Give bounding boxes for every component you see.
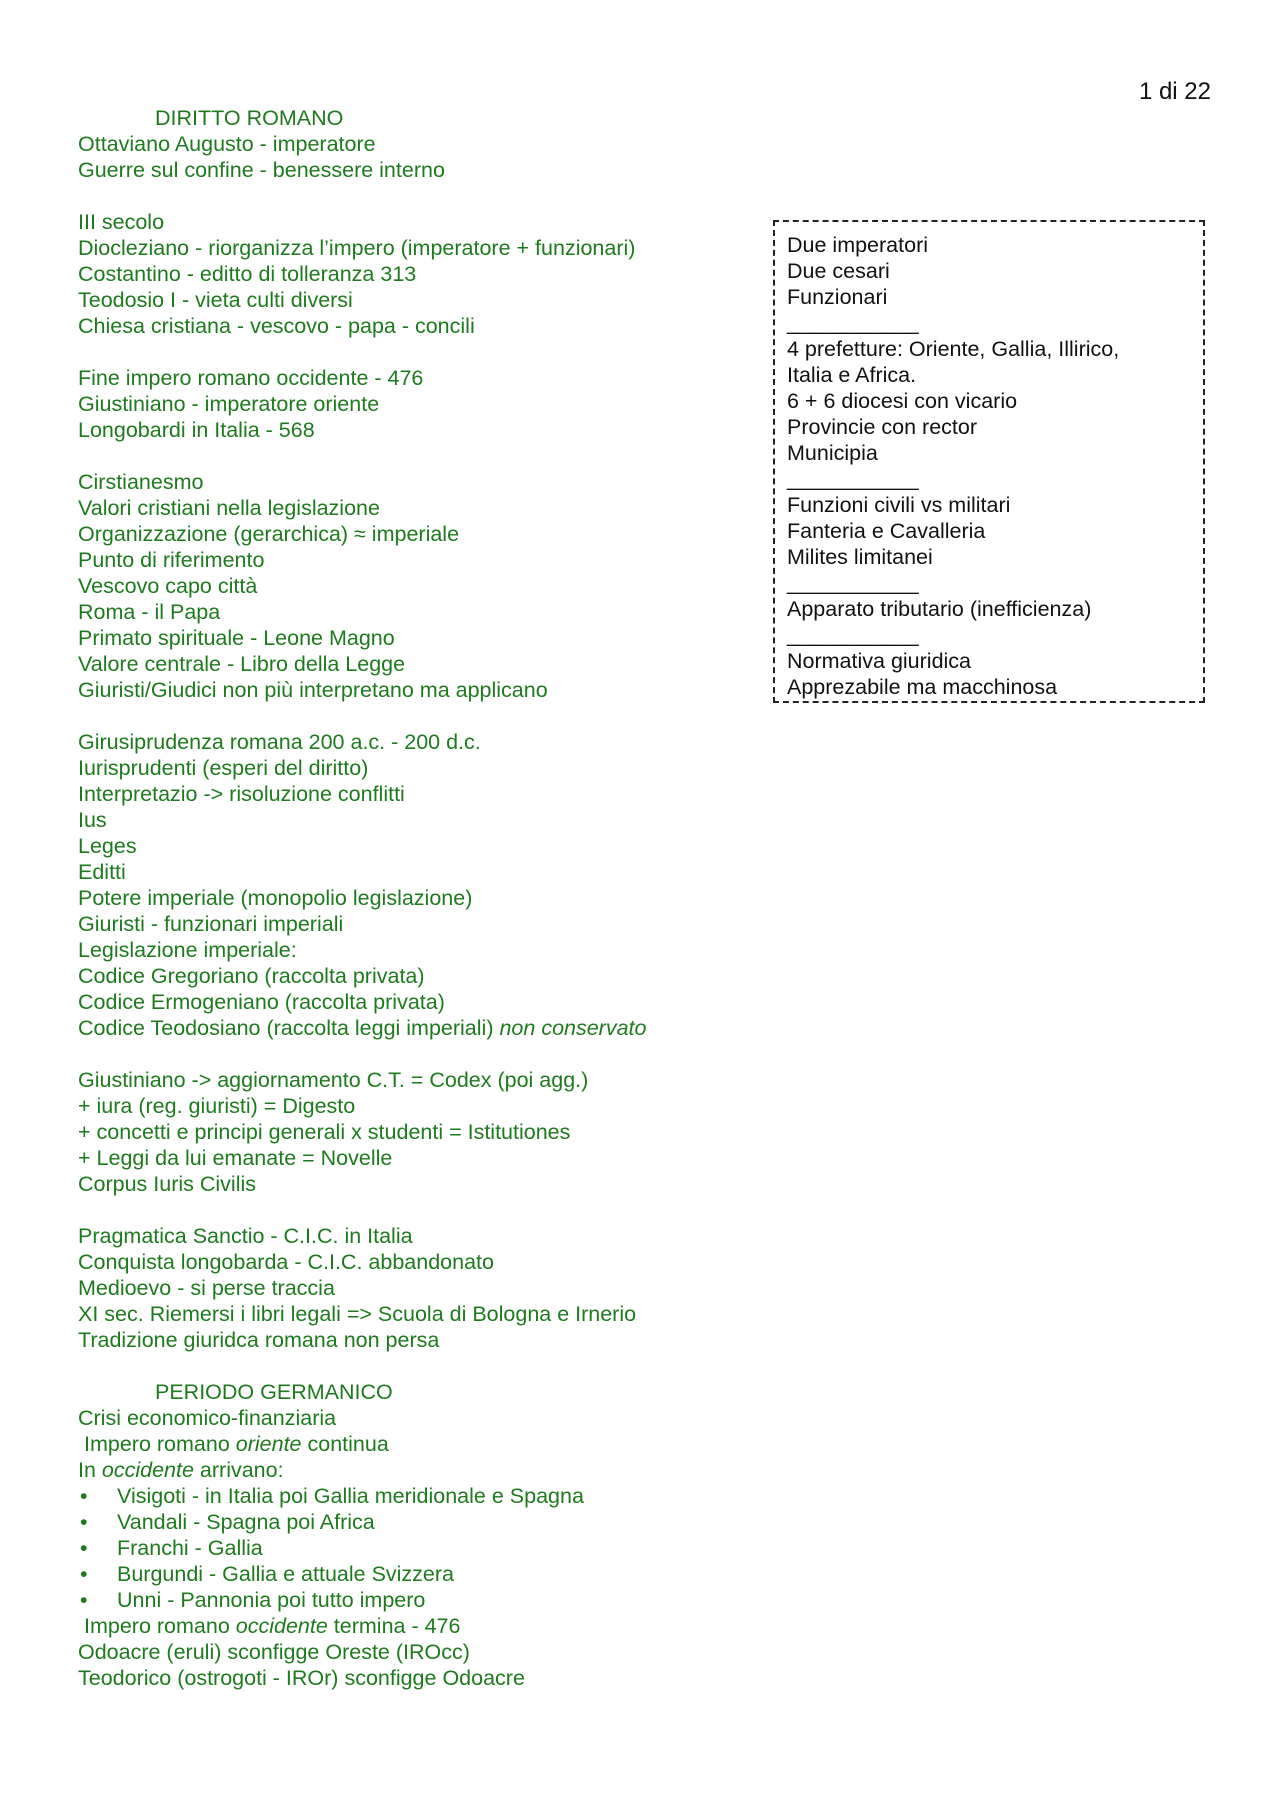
- separator-line: ___________: [787, 311, 919, 335]
- bullet-item: [78, 1483, 758, 1509]
- box-line: Due cesari: [787, 259, 890, 283]
- section-heading: DIRITTO ROMANO: [155, 106, 344, 130]
- note-line: Ius: [78, 808, 107, 832]
- note-line: [78, 1457, 758, 1483]
- note-line: Vescovo capo città: [78, 574, 258, 598]
- italic-text: occidente: [101, 1458, 194, 1482]
- note-line: Conquista longobarda - C.I.C. abbandonato: [78, 1250, 494, 1274]
- note-line: Guerre sul confine - benessere interno: [78, 158, 445, 182]
- text-run: Impero romano: [84, 1432, 236, 1456]
- bullet-icon: •: [80, 1588, 88, 1612]
- blank-line: [78, 1197, 758, 1223]
- bullet-text: Unni - Pannonia poi tutto impero: [117, 1588, 426, 1612]
- note-line: Giuristi/Giudici non più interpretano ma applicano: [78, 678, 548, 702]
- box-line: Funzionari: [787, 285, 888, 309]
- blank-line: [78, 1041, 758, 1067]
- note-line: + concetti e principi generali x studenti = Istitutiones: [78, 1120, 571, 1144]
- separator-line: ___________: [787, 623, 919, 647]
- bullet-text: Vandali - Spagna poi Africa: [117, 1510, 375, 1534]
- note-line: Giuristi - funzionari imperiali: [78, 912, 344, 936]
- italic-text: occidente: [235, 1614, 328, 1638]
- note-line: Longobardi in Italia - 568: [78, 418, 315, 442]
- box-line: Due imperatori: [787, 233, 928, 257]
- box-line: 6 + 6 diocesi con vicario: [787, 389, 1018, 413]
- note-line: Roma - il Papa: [78, 600, 221, 624]
- note-line: Chiesa cristiana - vescovo - papa - concili: [78, 314, 475, 338]
- bullet-item: [78, 1587, 758, 1613]
- note-line: + Leggi da lui emanate = Novelle: [78, 1146, 393, 1170]
- note-line: Iurisprudenti (esperi del diritto): [78, 756, 369, 780]
- box-line: Italia e Africa.: [787, 363, 917, 387]
- note-line: Ottaviano Augusto - imperatore: [78, 132, 376, 156]
- note-line: [78, 1015, 758, 1041]
- note-line: Legislazione imperiale:: [78, 938, 297, 962]
- bullet-icon: •: [80, 1484, 88, 1508]
- summary-box: [773, 220, 1205, 703]
- note-line: Valori cristiani nella legislazione: [78, 496, 380, 520]
- note-line: Codice Gregoriano (raccolta privata): [78, 964, 425, 988]
- note-line: XI sec. Riemersi i libri legali => Scuola di Bologna e Irnerio: [78, 1302, 637, 1326]
- box-line: Provincie con rector: [787, 415, 977, 439]
- box-line: Fanteria e Cavalleria: [787, 519, 986, 543]
- bullet-icon: •: [80, 1562, 88, 1586]
- note-line: Giustiniano - imperatore oriente: [78, 392, 380, 416]
- separator-line: ___________: [787, 467, 919, 491]
- bullet-text: Visigoti - in Italia poi Gallia meridionale e Spagna: [117, 1484, 584, 1508]
- separator-line: ___________: [787, 571, 919, 595]
- bullet-text: Burgundi - Gallia e attuale Svizzera: [117, 1562, 455, 1586]
- blank-line: [78, 183, 758, 209]
- text-run: Codice Teodosiano (raccolta leggi imperiali): [78, 1016, 500, 1040]
- italic-text: non conservato: [499, 1016, 647, 1040]
- page-number: 1 di 22: [1138, 78, 1211, 105]
- note-line: Punto di riferimento: [78, 548, 265, 572]
- note-line: Odoacre (eruli) sconfigge Oreste (IROcc): [78, 1640, 470, 1664]
- box-line: Funzioni civili vs militari: [787, 493, 1011, 517]
- text-run: In: [78, 1458, 102, 1482]
- note-line: Fine impero romano occidente - 476: [78, 366, 424, 390]
- box-line: 4 prefetture: Oriente, Gallia, Illirico,: [787, 337, 1120, 361]
- bullet-item: [78, 1561, 758, 1587]
- note-line: Organizzazione (gerarchica) ≈ imperiale: [78, 522, 460, 546]
- blank-line: [78, 339, 758, 365]
- note-line: Cirstianesmo: [78, 470, 204, 494]
- box-line: Apprezabile ma macchinosa: [787, 675, 1058, 699]
- note-line: Diocleziano - riorganizza l’impero (imperatore + funzionari): [78, 236, 636, 260]
- box-line: Apparato tributario (inefficienza): [787, 597, 1092, 621]
- text-run: arrivano:: [193, 1458, 284, 1482]
- blank-line: [78, 1353, 758, 1379]
- note-line: [78, 1613, 758, 1639]
- note-line: Crisi economico-finanziaria: [78, 1406, 337, 1430]
- bullet-item: [78, 1535, 758, 1561]
- note-line: Leges: [78, 834, 137, 858]
- note-line: Teodorico (ostrogoti - IROr) sconfigge Odoacre: [78, 1666, 525, 1690]
- section-heading: PERIODO GERMANICO: [155, 1380, 393, 1404]
- note-line: Interpretazio -> risoluzione conflitti: [78, 782, 405, 806]
- note-line: Girusiprudenza romana 200 a.c. - 200 d.c.: [78, 730, 481, 754]
- note-line: Primato spirituale - Leone Magno: [78, 626, 395, 650]
- note-line: + iura (reg. giuristi) = Digesto: [78, 1094, 356, 1118]
- note-line: Costantino - editto di tolleranza 313: [78, 262, 417, 286]
- bullet-item: [78, 1509, 758, 1535]
- note-line: Codice Ermogeniano (raccolta privata): [78, 990, 445, 1014]
- text-run: continua: [301, 1432, 389, 1456]
- bullet-icon: •: [80, 1536, 88, 1560]
- text-run: termina - 476: [327, 1614, 461, 1638]
- blank-line: [78, 703, 758, 729]
- note-line: Teodosio I - vieta culti diversi: [78, 288, 353, 312]
- note-line: Potere imperiale (monopolio legislazione): [78, 886, 473, 910]
- notes-column: [78, 105, 758, 1691]
- note-line: Tradizione giuridca romana non persa: [78, 1328, 440, 1352]
- bullet-text: Franchi - Gallia: [117, 1536, 263, 1560]
- note-line: III secolo: [78, 210, 165, 234]
- note-line: Editti: [78, 860, 126, 884]
- note-line: Corpus Iuris Civilis: [78, 1172, 257, 1196]
- note-line: [78, 1431, 758, 1457]
- box-line: Normativa giuridica: [787, 649, 972, 673]
- note-line: Pragmatica Sanctio - C.I.C. in Italia: [78, 1224, 413, 1248]
- box-line: Municipia: [787, 441, 878, 465]
- note-line: Valore centrale - Libro della Legge: [78, 652, 406, 676]
- note-line: Giustiniano -> aggiornamento C.T. = Codex (poi agg.): [78, 1068, 589, 1092]
- italic-text: oriente: [235, 1432, 302, 1456]
- note-line: Medioevo - si perse traccia: [78, 1276, 335, 1300]
- blank-line: [78, 443, 758, 469]
- text-run: Impero romano: [84, 1614, 236, 1638]
- bullet-icon: •: [80, 1510, 88, 1534]
- box-line: Milites limitanei: [787, 545, 933, 569]
